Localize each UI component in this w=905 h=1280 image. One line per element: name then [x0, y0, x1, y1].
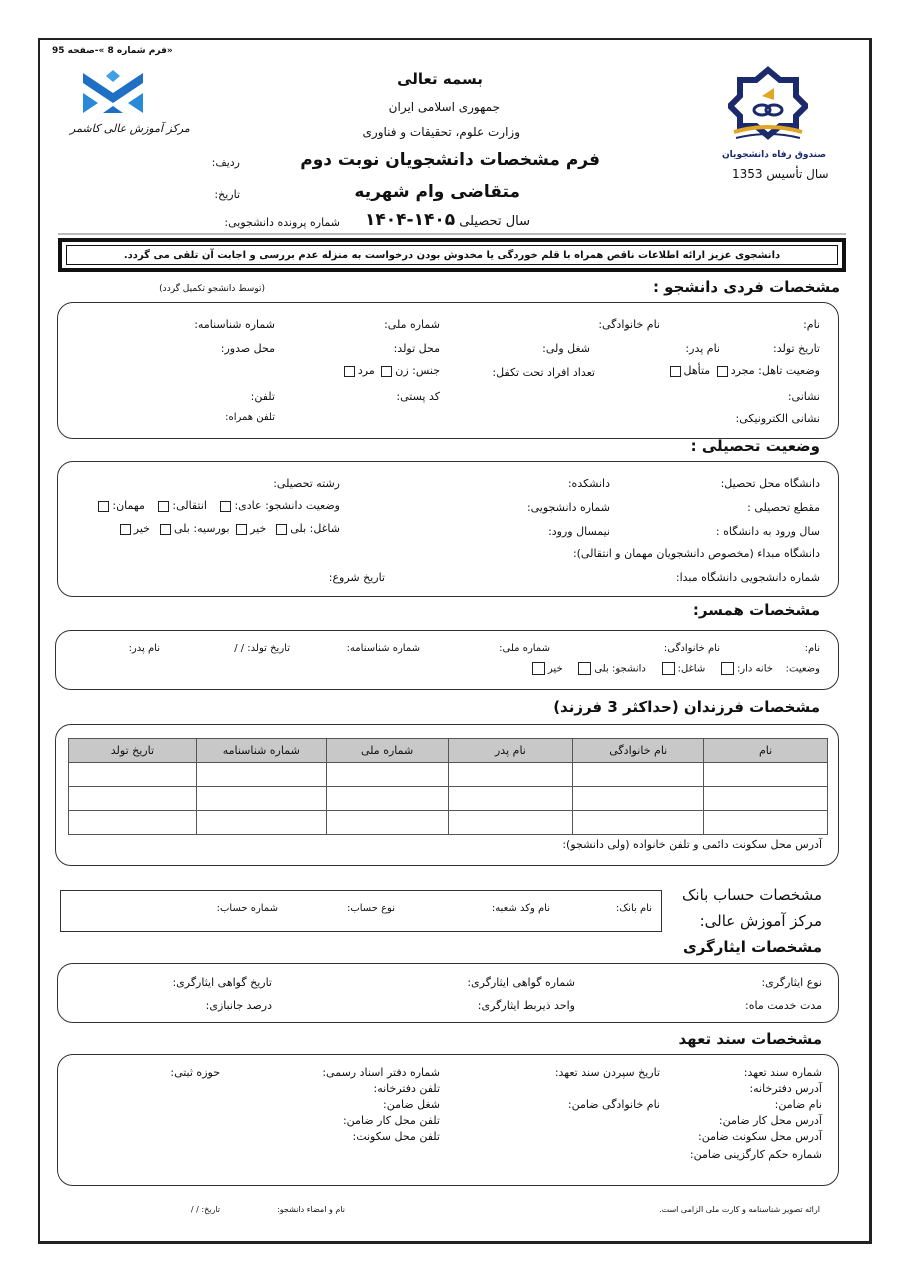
table-cell[interactable]: [573, 763, 704, 787]
form-subtitle: متقاضی وام شهریه: [354, 182, 520, 202]
veteran-cert-date-field[interactable]: تاریخ گواهی ایثارگری:: [172, 976, 272, 989]
table-cell[interactable]: [704, 763, 828, 787]
guarantor-employment-number-field[interactable]: شماره حکم کارگزینی ضامن:: [689, 1148, 822, 1161]
academic-year: [350, 210, 530, 230]
table-cell[interactable]: [704, 787, 828, 811]
scholarship-yes-checkbox[interactable]: [160, 524, 171, 535]
bank-section-subtitle: مرکز آموزش عالی:: [699, 912, 822, 930]
scholarship-yes-label: بلی: [173, 522, 190, 535]
housewife-label: خانه دار:: [736, 663, 773, 675]
last-name-field[interactable]: نام خانوادگی:: [598, 318, 660, 331]
gender-group: [310, 364, 440, 377]
guarantor-work-address-field[interactable]: آدرس محل کار ضامن:: [718, 1114, 822, 1127]
spouse-student-no-label: خیر: [547, 663, 563, 675]
scholarship-no-checkbox[interactable]: [120, 524, 131, 535]
ministry-name: وزارت علوم، تحقیقات و فناوری: [362, 125, 520, 139]
table-cell[interactable]: [69, 811, 197, 835]
marital-status-label: وضعیت تاهل:: [758, 364, 820, 377]
student-file-number-field[interactable]: شماره پرونده دانشجویی:: [224, 216, 340, 229]
birth-place-field[interactable]: محل تولد:: [393, 342, 440, 355]
first-name-field[interactable]: نام:: [803, 318, 820, 331]
table-row: [69, 811, 828, 835]
veteran-cert-number-field[interactable]: شماره گواهی ایثارگری:: [467, 976, 575, 989]
employed-no-label: خیر: [250, 522, 267, 535]
marital-status-group: [640, 364, 820, 377]
transfer-label: انتقالی:: [172, 499, 207, 512]
form-reference: «فرم شماره 8 »-صفحه 95: [52, 46, 173, 56]
spouse-section-title: مشخصات همسر:: [692, 601, 820, 619]
left-logo-caption: مرکز آموزش عالی کاشمر: [70, 122, 190, 135]
employed-yes-checkbox[interactable]: [276, 524, 287, 535]
spouse-birth-date-label: تاریخ تولد:: [247, 643, 290, 654]
address-field[interactable]: نشانی:: [787, 390, 820, 403]
account-type-field[interactable]: نوع حساب:: [346, 903, 395, 914]
dependents-field[interactable]: تعداد افراد تحت تکفل:: [492, 366, 595, 379]
table-cell[interactable]: [448, 811, 573, 835]
married-checkbox[interactable]: [670, 366, 681, 377]
mobile-field[interactable]: تلفن همراه:: [225, 412, 275, 423]
veteran-unit-field[interactable]: واحد ذیربط ایثارگری:: [477, 999, 575, 1012]
table-row: [69, 763, 828, 787]
guarantor-home-address-field[interactable]: آدرس محل سکونت ضامن:: [697, 1130, 822, 1143]
employed-no-checkbox[interactable]: [236, 524, 247, 535]
bank-section-title: مشخصات حساب بانک: [681, 886, 822, 904]
single-label: مجرد: [730, 364, 755, 377]
postal-code-field[interactable]: کد پستی:: [396, 390, 440, 403]
degree-field[interactable]: مقطع تحصیلی :: [747, 501, 820, 514]
national-id-field[interactable]: شماره ملی:: [384, 318, 440, 331]
major-field[interactable]: رشته تحصیلی:: [273, 477, 340, 490]
account-number-field[interactable]: شماره حساب:: [216, 903, 278, 914]
spouse-first-name-field[interactable]: نام:: [804, 643, 820, 654]
spouse-box: [55, 630, 839, 690]
table-cell[interactable]: [326, 763, 448, 787]
table-cell[interactable]: [573, 787, 704, 811]
guarantor-work-phone-field[interactable]: تلفن محل کار ضامن:: [342, 1114, 440, 1127]
spouse-id-number-field[interactable]: شماره شناسنامه:: [346, 643, 420, 654]
single-checkbox[interactable]: [717, 366, 728, 377]
kashmar-center-logo: [78, 68, 148, 118]
service-months-field[interactable]: مدت خدمت ماه:: [745, 999, 822, 1012]
guarantor-last-name-field[interactable]: نام خانوادگی ضامن:: [567, 1098, 660, 1111]
table-cell[interactable]: [196, 811, 326, 835]
spouse-student-yes-label: دانشجو: بلی: [594, 663, 646, 675]
children-table-header: [69, 739, 828, 763]
table-cell[interactable]: [69, 763, 197, 787]
disability-percent-field[interactable]: درصد جانبازی:: [205, 999, 272, 1012]
notice-box: [58, 238, 846, 272]
spouse-last-name-field[interactable]: نام خانوادگی:: [663, 643, 720, 654]
table-cell[interactable]: [704, 811, 828, 835]
entry-semester-field[interactable]: نیمسال ورود:: [548, 525, 610, 538]
guarantor-name-field[interactable]: نام ضامن:: [774, 1098, 822, 1111]
family-address-field[interactable]: آدرس محل سکونت دائمی و تلفن خانواده (ولی دانشجو):: [562, 838, 822, 851]
table-cell[interactable]: [326, 811, 448, 835]
student-status-label: وضعیت دانشجو:: [265, 499, 340, 512]
employed-label: شاغل:: [309, 522, 340, 535]
invocation: بسمه تعالی: [397, 70, 483, 88]
column-header: شماره ملی: [326, 739, 448, 763]
column-header: نام: [704, 739, 828, 763]
female-checkbox[interactable]: [381, 366, 392, 377]
guest-label: مهمان:: [112, 499, 145, 512]
phone-field[interactable]: تلفن:: [250, 390, 275, 403]
guest-checkbox[interactable]: [98, 501, 109, 512]
spouse-employed-label: شاغل:: [677, 663, 706, 675]
student-number-field[interactable]: شماره دانشجویی:: [526, 501, 610, 514]
student-status-group: [80, 499, 340, 512]
birth-date-field[interactable]: تاریخ تولد:: [773, 342, 820, 355]
personal-section-note: (توسط دانشجو تکمیل گردد): [159, 284, 265, 294]
children-section-title: مشخصات فرزندان (حداکثر 3 فرزند): [553, 698, 820, 716]
email-field[interactable]: نشانی الکترونیکی:: [735, 412, 820, 425]
doc-number-field[interactable]: شماره سند تعهد:: [743, 1066, 822, 1079]
origin-university-field[interactable]: دانشگاه مبداء (مخصوص دانشجویان مهمان و انتقالی):: [572, 547, 820, 560]
student-signature-field[interactable]: نام و امضاء دانشجو:: [277, 1205, 345, 1214]
branch-field[interactable]: نام وکد شعبه:: [491, 903, 550, 914]
spouse-employed-checkbox[interactable]: [662, 662, 675, 675]
footer-date-field[interactable]: [150, 1205, 220, 1214]
education-section-title: وضعیت تحصیلی :: [690, 437, 820, 455]
female-label: زن: [395, 364, 409, 377]
father-name-field[interactable]: نام پدر:: [685, 342, 720, 355]
form-title: فرم مشخصات دانشجویان نوبت دوم: [300, 150, 600, 170]
table-cell[interactable]: [448, 763, 573, 787]
regular-label: عادی:: [234, 499, 262, 512]
origin-student-number-field[interactable]: شماره دانشجویی دانشگاه مبدا:: [675, 571, 820, 584]
spouse-status-label: وضعیت:: [785, 663, 820, 675]
employed-yes-label: بلی: [290, 522, 307, 535]
regular-checkbox[interactable]: [220, 501, 231, 512]
table-cell[interactable]: [573, 811, 704, 835]
date-field[interactable]: تاریخ:: [214, 188, 240, 201]
personal-section-title: مشخصات فردی دانشجو :: [652, 278, 840, 296]
transfer-checkbox[interactable]: [158, 501, 169, 512]
spouse-student-no-checkbox[interactable]: [532, 662, 545, 675]
table-cell[interactable]: [69, 787, 197, 811]
doc-date-field[interactable]: تاریخ سپردن سند تعهد:: [554, 1066, 660, 1079]
veteran-box: [57, 963, 839, 1023]
spouse-status-group: [400, 662, 820, 675]
issue-place-field[interactable]: محل صدور:: [220, 342, 275, 355]
id-number-field[interactable]: شماره شناسنامه:: [194, 318, 275, 331]
right-logo-caption: صندوق رفاه دانشجویان: [722, 150, 827, 160]
table-cell[interactable]: [196, 763, 326, 787]
footer-date-label: تاریخ:: [201, 1205, 220, 1214]
guardian-job-field[interactable]: شغل ولی:: [542, 342, 590, 355]
guarantee-section-title: مشخصات سند تعهد: [678, 1030, 822, 1048]
column-header: شماره شناسنامه: [196, 739, 326, 763]
notice-text: دانشجوی عزیز ارائه اطلاعات ناقص همراه با قلم خوردگی یا مخدوش بودن درخواست به منزله عدم بررسی و اجابت آن تلقی می گردد.: [66, 245, 838, 265]
employment-scholarship-group: [90, 522, 340, 535]
footer-date-slashes: / /: [190, 1205, 199, 1214]
start-date-field[interactable]: تاریخ شروع:: [328, 571, 385, 584]
registry-zone-field[interactable]: حوزه ثبتی:: [170, 1066, 220, 1079]
student-welfare-fund-logo: [728, 66, 808, 144]
spouse-student-yes-checkbox[interactable]: [578, 662, 591, 675]
table-cell[interactable]: [196, 787, 326, 811]
notary-phone-field[interactable]: تلفن دفترخانه:: [373, 1082, 440, 1095]
entry-year-field[interactable]: سال ورود به دانشگاه :: [715, 525, 820, 538]
bank-name-field[interactable]: نام بانک:: [615, 903, 652, 914]
academic-year-value: ۱۴۰۵-۱۴۰۴: [364, 210, 456, 230]
guarantor-home-phone-field[interactable]: تلفن محل سکونت:: [352, 1130, 440, 1143]
table-cell[interactable]: [448, 787, 573, 811]
scholarship-label: بورسیه:: [193, 522, 230, 535]
header-divider: [58, 233, 846, 235]
country-name: جمهوری اسلامی ایران: [388, 100, 500, 114]
notary-address-field[interactable]: آدرس دفترخانه:: [749, 1082, 822, 1095]
guarantor-job-field[interactable]: شغل ضامن:: [382, 1098, 440, 1111]
university-field[interactable]: دانشگاه محل تحصیل:: [720, 477, 820, 490]
male-label: مرد: [357, 364, 375, 377]
column-header: نام پدر: [448, 739, 573, 763]
scholarship-no-label: خیر: [133, 522, 150, 535]
table-row: [69, 787, 828, 811]
gender-label: جنس:: [412, 364, 440, 377]
children-table: [68, 738, 828, 835]
column-header: تاریخ تولد: [69, 739, 197, 763]
spouse-father-name-field[interactable]: نام پدر:: [128, 643, 160, 654]
spouse-birth-date-slashes: / /: [234, 643, 245, 654]
male-checkbox[interactable]: [344, 366, 355, 377]
spouse-national-id-field[interactable]: شماره ملی:: [499, 643, 550, 654]
faculty-field[interactable]: دانشکده:: [567, 477, 610, 490]
right-logo-year: سال تأسیس 1353: [732, 167, 829, 181]
academic-year-label: سال تحصیلی: [459, 214, 530, 229]
row-field[interactable]: ردیف:: [211, 156, 240, 169]
veteran-type-field[interactable]: نوع ایثارگری:: [761, 976, 822, 989]
notary-number-field[interactable]: شماره دفتر اسناد رسمی:: [322, 1066, 440, 1079]
veteran-section-title: مشخصات ایثارگری: [682, 938, 822, 956]
married-label: متأهل: [683, 364, 711, 377]
id-documents-note: ارائه تصویر شناسنامه و کارت ملی الزامی است.: [659, 1205, 820, 1214]
housewife-checkbox[interactable]: [721, 662, 734, 675]
column-header: نام خانوادگی: [573, 739, 704, 763]
spouse-birth-date-field[interactable]: [195, 643, 290, 654]
table-cell[interactable]: [326, 787, 448, 811]
